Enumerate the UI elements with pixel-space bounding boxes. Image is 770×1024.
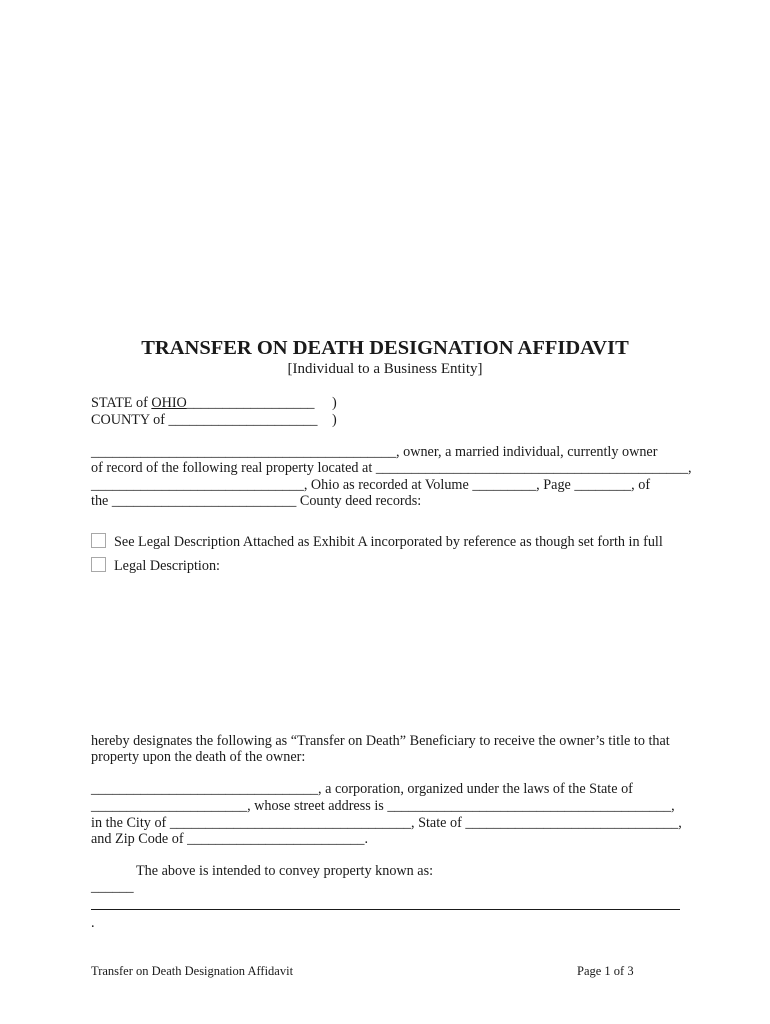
designation-line-1: hereby designates the following as “Transfer on Death” Beneficiary to receive the owner’s title to that bbox=[91, 733, 670, 749]
owner-line-2[interactable]: of record of the following real property located at ____________________________________________, bbox=[91, 460, 692, 476]
convey-line-3: . bbox=[91, 915, 95, 931]
owner-line-1[interactable]: ___________________________________________, owner, a married individual, currently owner bbox=[91, 444, 658, 460]
state-label: STATE of bbox=[91, 395, 152, 411]
state-paren: ) bbox=[332, 395, 337, 411]
document-subtitle: [Individual to a Business Entity] bbox=[287, 361, 483, 377]
convey-line-1: The above is intended to convey property known as: bbox=[136, 863, 434, 879]
county-line bbox=[91, 412, 317, 428]
state-line bbox=[91, 395, 315, 411]
beneficiary-line-1[interactable]: ________________________________, a corporation, organized under the laws of the State of bbox=[91, 781, 633, 797]
county-label: COUNTY of bbox=[91, 412, 169, 428]
footer-page-number: Page 1 of 3 bbox=[577, 964, 634, 978]
state-blank[interactable]: __________________ bbox=[186, 395, 315, 411]
property-description-rule[interactable] bbox=[91, 909, 680, 910]
state-value: OHIO bbox=[151, 395, 187, 411]
footer-title: Transfer on Death Designation Affidavit bbox=[91, 964, 294, 978]
owner-line-3[interactable]: ______________________________, Ohio as recorded at Volume _________, Page ________, of bbox=[91, 477, 651, 493]
legal-description-checkbox[interactable] bbox=[91, 557, 106, 572]
document-title: TRANSFER ON DEATH DESIGNATION AFFIDAVIT bbox=[141, 337, 629, 359]
beneficiary-line-4[interactable]: and Zip Code of _________________________. bbox=[91, 831, 369, 847]
beneficiary-line-2[interactable]: ______________________, whose street address is ________________________________________, bbox=[91, 798, 675, 814]
exhibit-a-label: See Legal Description Attached as Exhibit A incorporated by reference as though set forth in full bbox=[114, 534, 663, 550]
county-blank[interactable]: _____________________ bbox=[168, 412, 318, 428]
exhibit-a-checkbox[interactable] bbox=[91, 533, 106, 548]
owner-line-4[interactable]: the __________________________ County deed records: bbox=[91, 493, 422, 509]
beneficiary-line-3[interactable]: in the City of __________________________________, State of ______________________________, bbox=[91, 815, 682, 831]
convey-line-2[interactable]: ______ bbox=[91, 879, 134, 895]
county-paren: ) bbox=[332, 412, 337, 428]
legal-description-label: Legal Description: bbox=[114, 558, 220, 574]
designation-line-2: property upon the death of the owner: bbox=[91, 749, 306, 765]
